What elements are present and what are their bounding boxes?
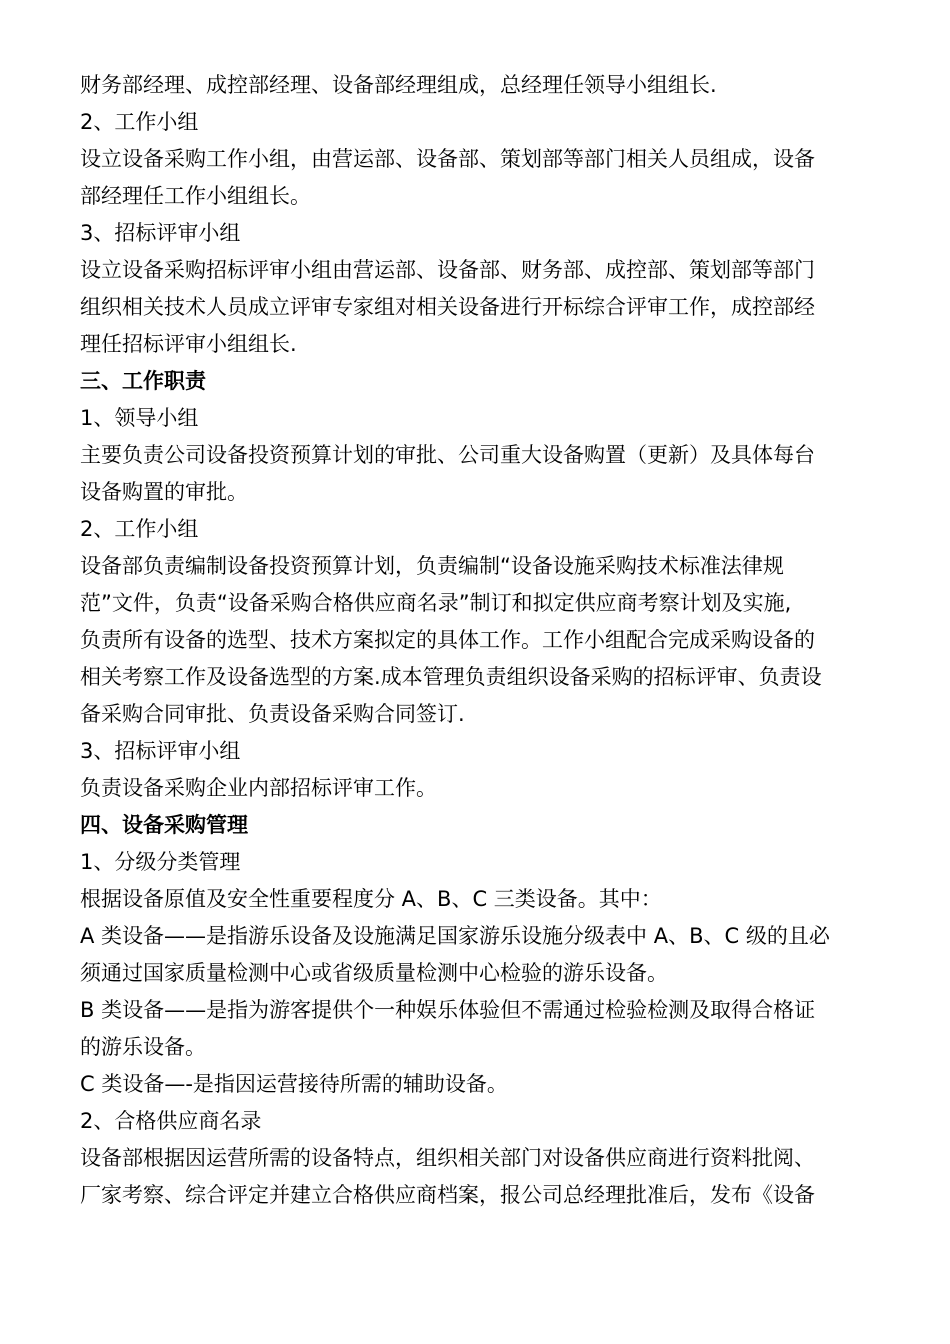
paragraph-line: B 类设备——是指为游客提供个一种娱乐体验但不需通过检验检测及取得合格证: [80, 998, 816, 1022]
paragraph-line: 部经理任工作小组组长。: [80, 184, 311, 208]
section-heading: 三、工作职责: [80, 369, 206, 393]
paragraph-line: 设备部根据因运营所需的设备特点，组织相关部门对设备供应商进行资料批阅、: [80, 1146, 815, 1170]
paragraph-line: 组织相关技术人员成立评审专家组对相关设备进行开标综合评审工作，成控部经: [80, 295, 815, 319]
subsection-title: 3、招标评审小组: [80, 739, 241, 763]
paragraph-line: 设备部负责编制设备投资预算计划，负责编制“设备设施采购技术标准法律规: [80, 554, 784, 578]
paragraph-line: 的游乐设备。: [80, 1035, 206, 1059]
section-heading: 四、设备采购管理: [80, 813, 248, 837]
paragraph-line: 设立设备采购工作小组，由营运部、设备部、策划部等部门相关人员组成，设备: [80, 147, 815, 171]
document-page: [80, 67, 880, 1214]
subsection-title: 3、招标评审小组: [80, 221, 241, 245]
paragraph-line: 根据设备原值及安全性重要程度分 A、B、C 三类设备。其中：: [80, 887, 662, 911]
paragraph-line: 负责所有设备的选型、技术方案拟定的具体工作。工作小组配合完成采购设备的: [80, 628, 815, 652]
paragraph-line: 负责设备采购企业内部招标评审工作。: [80, 776, 437, 800]
subsection-title: 1、领导小组: [80, 406, 199, 430]
subsection-title: 1、分级分类管理: [80, 850, 241, 874]
paragraph-line: 相关考察工作及设备选型的方案.成本管理负责组织设备采购的招标评审、负责设: [80, 665, 822, 689]
paragraph-line: 范”文件，负责“设备采购合格供应商名录”制订和拟定供应商考察计划及实施,: [80, 591, 792, 615]
paragraph-line: A 类设备——是指游乐设备及设施满足国家游乐设施分级表中 A、B、C 级的且必: [80, 924, 830, 948]
paragraph-line: 备采购合同审批、负责设备采购合同签订.: [80, 702, 465, 726]
paragraph-line: 设立设备采购招标评审小组由营运部、设备部、财务部、成控部、策划部等部门: [80, 258, 815, 282]
subsection-title: 2、合格供应商名录: [80, 1109, 262, 1133]
paragraph-line: 须通过国家质量检测中心或省级质量检测中心检验的游乐设备。: [80, 961, 668, 985]
paragraph-line: C 类设备—-是指因运营接待所需的辅助设备。: [80, 1072, 508, 1096]
paragraph-line: 理任招标评审小组组长.: [80, 332, 297, 356]
paragraph-line: 主要负责公司设备投资预算计划的审批、公司重大设备购置（更新）及具体每台: [80, 443, 815, 467]
paragraph-line: 厂家考察、综合评定并建立合格供应商档案，报公司总经理批准后，发布《设备: [80, 1183, 815, 1207]
paragraph-line: 财务部经理、成控部经理、设备部经理组成，总经理任领导小组组长.: [80, 73, 717, 97]
subsection-title: 2、工作小组: [80, 110, 199, 134]
paragraph-line: 设备购置的审批。: [80, 480, 248, 504]
subsection-title: 2、工作小组: [80, 517, 199, 541]
